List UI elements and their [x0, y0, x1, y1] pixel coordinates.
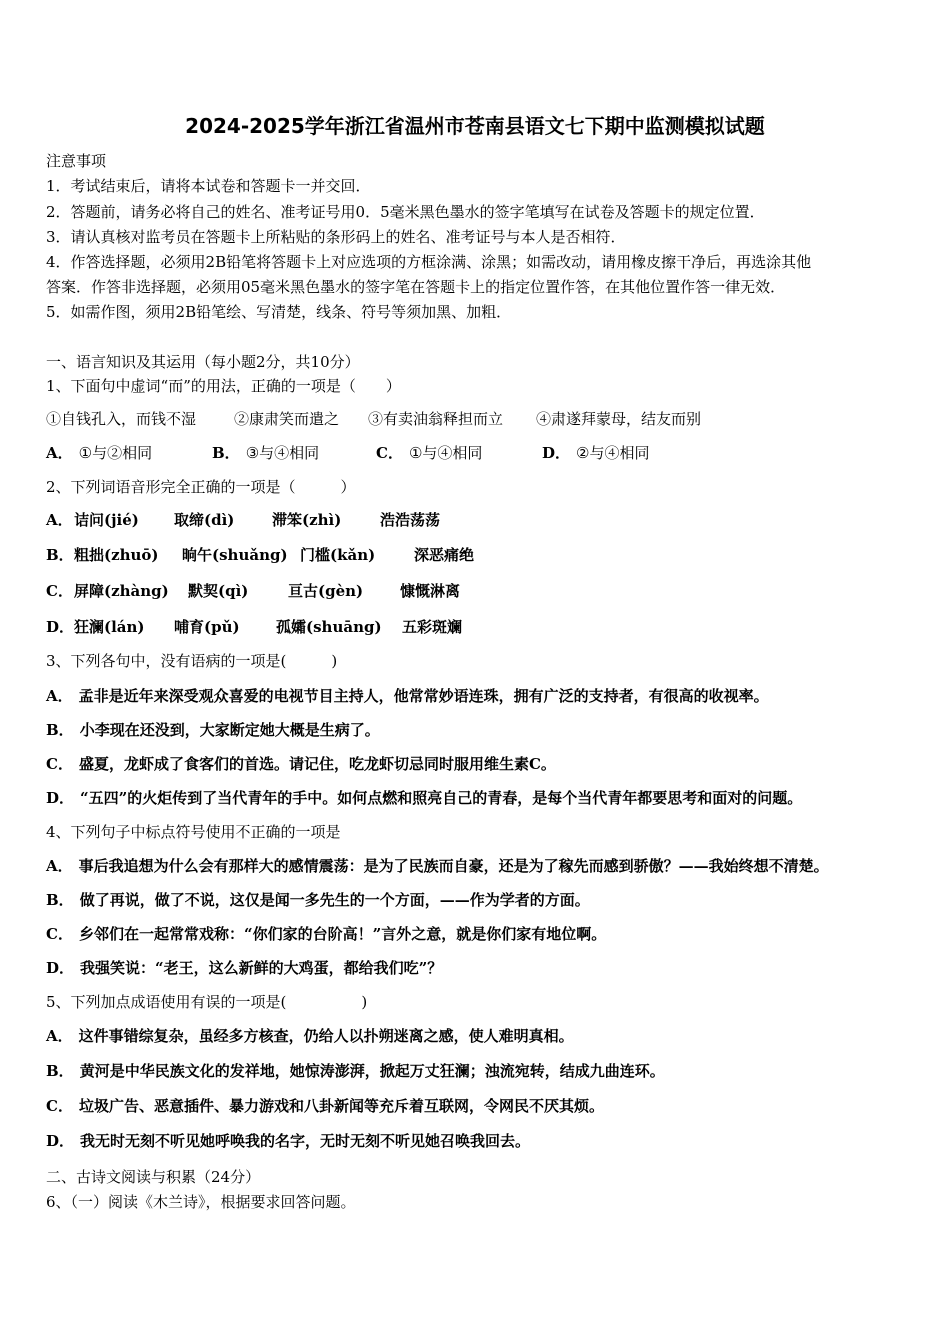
notice-item-5: 5．如需作图，须用2B铅笔绘、写清楚，线条、符号等须加黑、加粗． [46, 303, 512, 321]
q1-stem: 1、下面句中虚词“而”的用法，正确的一项是（ ） [46, 377, 401, 395]
q3-option-c[interactable]: C． 盛夏，龙虾成了食客们的首选。请记住，吃龙虾切忌同时服用维生素C。 [46, 755, 556, 773]
section-2-heading: 二、古诗文阅读与积累（24分） [46, 1168, 261, 1186]
notice-item-4: 4．作答选择题，必须用2B铅笔将答题卡上对应选项的方框涂满、涂黑；如需改动，请用橡皮擦干净后，再选涂其他 [46, 253, 812, 271]
q3-option-d[interactable]: D． “五四”的火炬传到了当代青年的手中。如何点燃和照亮自己的青春，是每个当代青年都要思考和面对的问题。 [46, 789, 803, 807]
q4-option-b[interactable]: B． 做了再说，做了不说，这仅是闻一多先生的一个方面，——作为学者的方面。 [46, 891, 590, 909]
q3-option-b[interactable]: B． 小李现在还没到，大家断定她大概是生病了。 [46, 721, 380, 739]
q5-stem: 5、下列加点成语使用有误的一项是( ) [46, 993, 368, 1011]
q5-option-a[interactable]: A． 这件事错综复杂，虽经多方核查，仍给人以扑朔迷离之感，使人难明真相。 [46, 1027, 574, 1045]
section-1-heading: 一、语言知识及其运用（每小题2分，共10分） [46, 353, 360, 371]
q2-stem: 2、下列词语音形完全正确的一项是（ ） [46, 478, 356, 496]
page-title: 2024-2025学年浙江省温州市苍南县语文七下期中监测模拟试题 [185, 114, 765, 138]
q5-option-c[interactable]: C． 垃圾广告、恶意插件、暴力游戏和八卦新闻等充斥着互联网，令网民不厌其烦。 [46, 1097, 604, 1115]
notice-item-4-cont: 答案．作答非选择题，必须用05毫米黑色墨水的签字笔在答题卡上的指定位置作答，在其他位置作答一律无效． [46, 278, 786, 296]
notice-item-3: 3．请认真核对监考员在答题卡上所粘贴的条形码上的姓名、准考证号与本人是否相符． [46, 228, 626, 246]
q1-sentence-3: ③有卖油翁释担而立 [368, 410, 504, 428]
notice-item-2: 2．答题前，请务必将自己的姓名、准考证号用0．5毫米黑色墨水的签字笔填写在试卷及答题卡的规定位置． [46, 203, 765, 221]
q1-option-c[interactable]: C． ①与④相同 [376, 444, 483, 462]
q1-sentence-4: ④肃遂拜蒙母，结友而别 [536, 410, 702, 428]
q1-option-b[interactable]: B． ③与④相同 [212, 444, 320, 462]
q1-sentence-2: ②康肃笑而遣之 [234, 410, 340, 428]
notice-item-1: 1．考试结束后，请将本试卷和答题卡一并交回． [46, 177, 371, 195]
q3-stem: 3、下列各句中，没有语病的一项是( ) [46, 652, 338, 670]
q3-option-a[interactable]: A． 孟非是近年来深受观众喜爱的电视节目主持人，他常常妙语连珠，拥有广泛的支持者，有很高的收视率。 [46, 687, 769, 705]
q6-stem: 6、（一）阅读《木兰诗》，根据要求回答问题。 [46, 1193, 356, 1211]
q4-stem: 4、下列句子中标点符号使用不正确的一项是 [46, 823, 341, 841]
q4-option-d[interactable]: D． 我强笑说：“老王，这么新鲜的大鸡蛋，都给我们吃”？ [46, 959, 443, 977]
q1-option-a[interactable]: A． ①与②相同 [46, 444, 153, 462]
exam-page: 2024-2025学年浙江省温州市苍南县语文七下期中监测模拟试题 注意事项 1．考试结束后，请将本试卷和答题卡一并交回． 2．答题前，请务必将自己的姓名、准考证号用0．5毫米黑色墨水的签字笔填写在试卷及答题卡的规定位置． 3．请认真核对监考员在答题卡上所粘贴的条形码上的姓名、准考证号与本人是否相符． 4．作答选择题，必须用2B铅笔将答题卡上对应选项的方框涂满、涂黑；如需改动，请用橡皮擦干净后，再选涂其他 答案．作答非选择题，必须用05毫米黑色墨水的签字笔在答题卡上的指定位置作答，在其他位置作答一律无效． 5．如需作图，须用2B铅笔绘、写清楚，线条、符号等须加黑、加粗． 一、语言知识及其运用（每小题2分，共10分） 1、下面句中虚词“而”的用法，正确的一项是（ ） ①自钱孔入，而钱不湿 ②康肃笑而遣之 ③有卖油翁释担而立 ④肃遂拜蒙母，结友而别 A． ①与②相同 B． ③与④相同 C． ①与④相同 D． ②与④相同 2、下列词语音形完全正确的一项是（ ） A． 诘问(jié) 取缔(dì) 滞笨(zhì) 浩浩荡荡 B． 粗拙(zhuō) 晌午(shuǎng) 门槛(kǎn) 深恶痛绝 C． 屏障(zhàng) 默契(qì) 亘古(gèn) 慷慨淋离 D． 狂澜(lán) 哺育(pǔ) 孤孀(shuāng) 五彩斑斓 3、下列各句中，没有语病的一项是( ) A． 孟非是近年来深受观众喜爱的电视节目主持人，他常常妙语连珠，拥有广泛的支持者，有很高的收视率。 B． 小李现在还没到，大家断定她大概是生病了。 C． 盛夏，龙虾成了食客们的首选。请记住，吃龙虾切忌同时服用维生素C。 D． “五四”的火炬传到了当代青年的手中。如何点燃和照亮自己的青春，是每个当代青年都要思考和面对的问题。 4、下列句子中标点符号使用不正确的一项是 A． 事后我追想为什么会有那样大的感情震荡：是为了民族而自豪，还是为了稼先而感到骄傲？——我始终想不清楚。 B． 做了再说，做了不说，这仅是闻一多先生的一个方面，——作为学者的方面。 C． 乡邻们在一起常常戏称：“你们家的台阶高！”言外之意，就是你们家有地位啊。 D． 我强笑说：“老王，这么新鲜的大鸡蛋，都给我们吃”？ 5、下列加点成语使用有误的一项是( ) A． 这件事错综复杂，虽经多方核查，仍给人以扑朔迷离之感，使人难明真相。 B． 黄河是中华民族文化的发祥地，她惊涛澎湃，掀起万丈狂澜；浊流宛转，结成九曲连环。 C． 垃圾广告、恶意插件、暴力游戏和八卦新闻等充斥着互联网，令网民不厌其烦。 D． 我无时无刻不听见她呼唤我的名字，无时无刻不听见她召唤我回去。 二、古诗文阅读与积累（24分） 6、（一）阅读《木兰诗》，根据要求回答问题。 [0, 0, 950, 1344]
q5-option-d[interactable]: D． 我无时无刻不听见她呼唤我的名字，无时无刻不听见她召唤我回去。 [46, 1132, 531, 1150]
q1-option-d[interactable]: D． ②与④相同 [542, 444, 650, 462]
notice-heading: 注意事项 [46, 152, 107, 170]
q4-option-c[interactable]: C． 乡邻们在一起常常戏称：“你们家的台阶高！”言外之意，就是你们家有地位啊。 [46, 925, 607, 943]
q4-option-a[interactable]: A． 事后我追想为什么会有那样大的感情震荡：是为了民族而自豪，还是为了稼先而感到骄傲？——我始终想不清楚。 [46, 857, 829, 875]
q5-option-b[interactable]: B． 黄河是中华民族文化的发祥地，她惊涛澎湃，掀起万丈狂澜；浊流宛转，结成九曲连环。 [46, 1062, 665, 1080]
q1-sentence-1: ①自钱孔入，而钱不湿 [46, 410, 197, 428]
